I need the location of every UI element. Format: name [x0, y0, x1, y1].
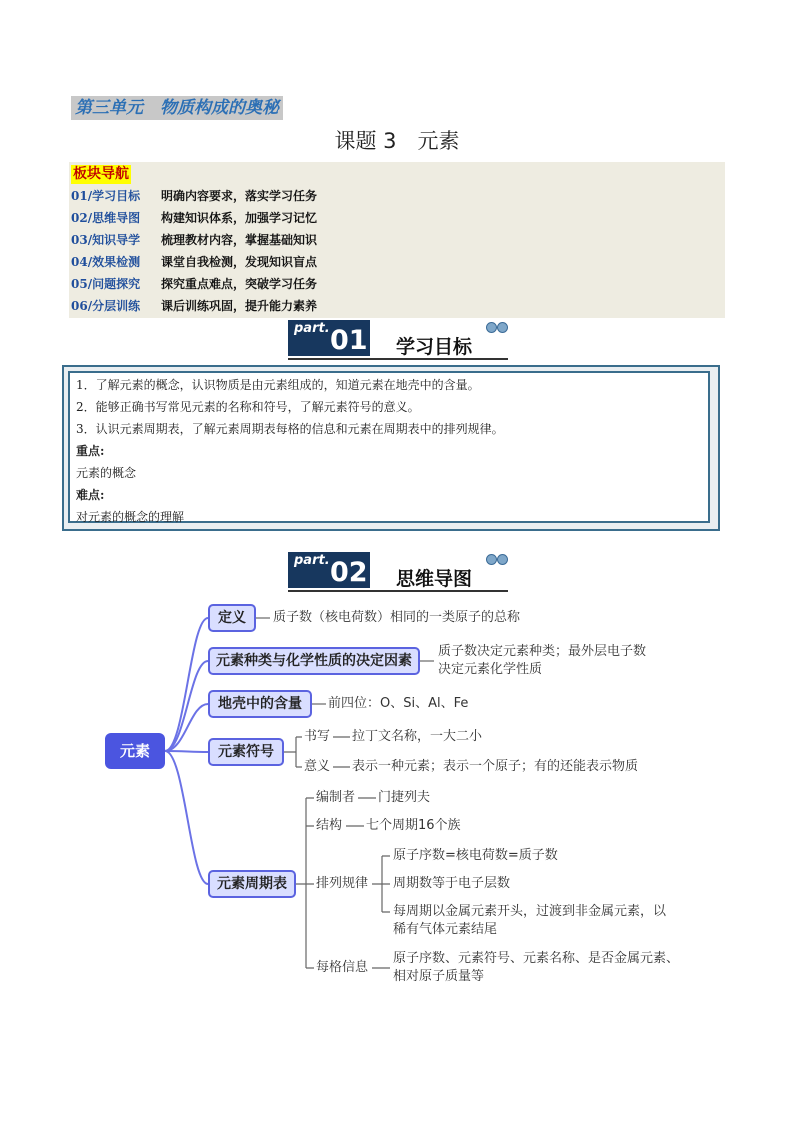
nav-code: 02/思维导图	[71, 211, 141, 225]
nav-code: 04/效果检测	[71, 255, 141, 269]
lesson-title: 课题 3 元素	[334, 129, 460, 153]
part-title: 学习目标	[396, 336, 473, 358]
table-cell-line2: 相对原子质量等	[393, 969, 485, 984]
nav-text: 梳理教材内容，掌握基础知识	[161, 233, 318, 247]
part-number: 02	[330, 557, 368, 588]
key-point-label: 重点:	[76, 444, 105, 458]
table-cell-line1: 原子序数、元素符号、元素名称、是否金属元素、	[393, 951, 680, 966]
difficult-point-text: 对元素的概念的理解	[76, 510, 185, 524]
unit-banner: 第三单元 物质构成的奥秘	[71, 96, 283, 120]
node-determinant: 元素种类与化学性质的决定因素	[208, 647, 420, 675]
goal-item: 2．能够正确书写常见元素的名称和符号，了解元素符号的意义。	[76, 400, 420, 414]
crust-text: 前四位：O、Si、Al、Fe	[328, 696, 469, 711]
nav-text: 探究重点难点，突破学习任务	[161, 277, 318, 291]
node-crust: 地壳中的含量	[208, 690, 312, 718]
table-rule-1: 原子序数=核电荷数=质子数	[393, 848, 558, 863]
nav-text: 明确内容要求，落实学习任务	[161, 189, 318, 203]
table-rule-3-line1: 每周期以金属元素开头，过渡到非金属元素，以	[393, 904, 667, 919]
table-cell-label: 每格信息	[316, 960, 369, 975]
determinant-text-line2: 决定元素化学性质	[438, 662, 543, 677]
nav-text: 课后训练巩固，提升能力素养	[161, 299, 318, 313]
nav-text: 构建知识体系，加强学习记忆	[161, 211, 318, 225]
node-definition: 定义	[208, 604, 256, 632]
nav-text: 课堂自我检测，发现知识盲点	[161, 255, 318, 269]
nav-title: 板块导航	[73, 166, 129, 182]
part-word: part.	[294, 321, 330, 336]
symbol-writing-label: 书写	[304, 729, 331, 744]
goal-item: 1．了解元素的概念，认识物质是由元素组成的，知道元素在地壳中的含量。	[76, 378, 480, 392]
goal-item: 3．认识元素周期表，了解元素周期表每格的信息和元素在周期表中的排列规律。	[76, 422, 504, 436]
determinant-text-line1: 质子数决定元素种类；最外层电子数	[438, 644, 647, 659]
table-rule-label: 排列规律	[316, 876, 369, 891]
definition-text: 质子数（核电荷数）相同的一类原子的总称	[273, 610, 521, 625]
part-number: 01	[330, 325, 368, 356]
table-structure-text: 七个周期16个族	[366, 818, 461, 833]
table-rule-2: 周期数等于电子层数	[393, 876, 511, 891]
part-title: 思维导图	[396, 568, 473, 590]
difficult-point-label: 难点:	[76, 488, 105, 502]
table-rule-3-line2: 稀有气体元素结尾	[393, 922, 498, 937]
nav-code: 05/问题探究	[71, 277, 141, 291]
table-compiler-label: 编制者	[316, 790, 356, 805]
table-compiler-text: 门捷列夫	[378, 790, 431, 805]
mindmap-root: 元素	[105, 733, 165, 769]
nav-code: 03/知识导学	[71, 233, 141, 247]
symbol-meaning-text: 表示一种元素；表示一个原子；有的还能表示物质	[352, 759, 639, 774]
symbol-meaning-label: 意义	[304, 759, 331, 774]
part-word: part.	[294, 553, 330, 568]
key-point-text: 元素的概念	[76, 466, 137, 480]
node-symbol: 元素符号	[208, 738, 284, 766]
node-periodic-table: 元素周期表	[208, 870, 296, 898]
nav-code: 01/学习目标	[71, 189, 141, 203]
table-structure-label: 结构	[316, 818, 343, 833]
nav-code: 06/分层训练	[71, 299, 141, 313]
symbol-writing-text: 拉丁文名称，一大二小	[352, 729, 483, 744]
